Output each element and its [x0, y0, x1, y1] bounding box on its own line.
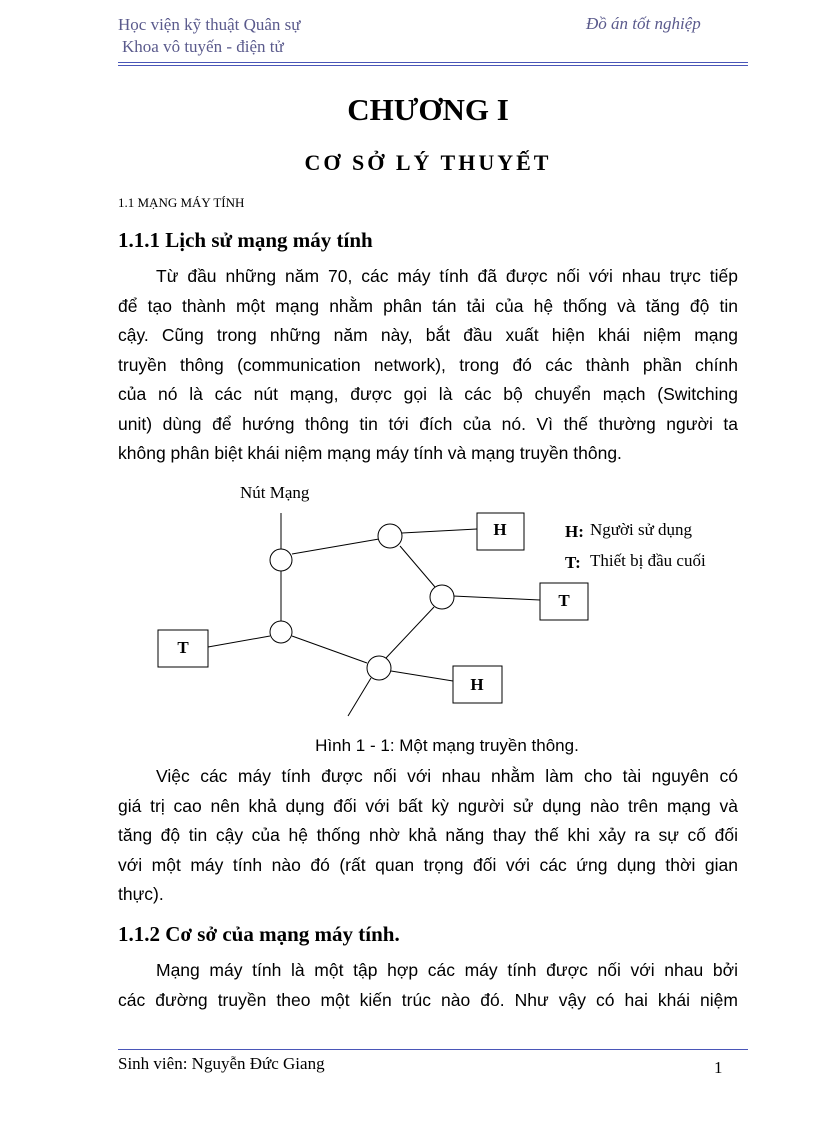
- link-line: [386, 607, 434, 658]
- paragraph-line: tăng độ tin cậy của hệ thống nhờ khả năng thay thế khi xảy ra sự cố đối: [118, 825, 738, 845]
- paragraph-line: để tạo thành một mạng nhằm phân tán tải của hệ thống và tăng độ tin: [118, 295, 738, 316]
- paragraph-line: giá trị cao nên khả dụng đối với bất kỳ người sử dụng nào trên mạng và: [118, 795, 738, 816]
- network-node: [270, 549, 292, 571]
- header-divider: [118, 62, 748, 63]
- user-box-label: H: [470, 675, 484, 694]
- paragraph-line: Mạng máy tính là một tập hợp các máy tính được nối với nhau bởi: [156, 960, 738, 980]
- network-node: [378, 524, 402, 548]
- paragraph-line: Việc các máy tính được nối với nhau nhằm làm cho tài nguyên có: [156, 766, 738, 786]
- page-number: 1: [714, 1058, 723, 1077]
- student-name: Sinh viên: Nguyễn Đức Giang: [118, 1054, 325, 1073]
- figure-caption: Hình 1 - 1: Một mạng truyền thông.: [315, 736, 579, 755]
- chapter-subtitle: CƠ SỞ LÝ THUYẾT: [304, 150, 552, 175]
- terminal-box-label: T: [177, 638, 189, 657]
- link-line: [453, 596, 540, 600]
- legend-h-key: H:: [565, 522, 584, 541]
- paragraph-line: Từ đầu những năm 70, các máy tính đã được nối với nhau trực tiếp: [156, 266, 738, 286]
- legend-t-text: Thiết bị đầu cuối: [590, 551, 706, 570]
- link-line: [348, 678, 371, 716]
- institute-name: Học viện kỹ thuật Quân sự: [118, 15, 301, 34]
- network-diagram: [150, 478, 750, 723]
- header-divider-secondary: [118, 65, 748, 66]
- paragraph-line: không phân biệt khái niệm mạng máy tính và mạng truyền thông.: [118, 443, 622, 463]
- paragraph-line: truyền thông (communication network), trong đó các thành phần chính: [118, 354, 738, 375]
- legend-h-text: Người sử dụng: [590, 520, 693, 539]
- paragraph-line: với một máy tính nào đó (rất quan trọng đối với các ứng dụng thời gian: [118, 854, 738, 875]
- link-line: [400, 546, 435, 587]
- subsection-2-title: 1.1.2 Cơ sở của mạng máy tính.: [118, 922, 400, 946]
- subsection-2-paragraph: [118, 956, 738, 1015]
- document-type: Đồ án tốt nghiệp: [586, 14, 701, 33]
- paragraph-2: [118, 762, 738, 910]
- network-node: [430, 585, 454, 609]
- user-box-label: H: [493, 520, 507, 539]
- footer-divider: [118, 1049, 748, 1050]
- paragraph-line: cậy. Cũng trong những năm này, bắt đầu xuất hiện khái niệm mạng: [118, 325, 738, 345]
- chapter-title: CHƯƠNG I: [347, 92, 509, 127]
- link-line: [402, 529, 477, 533]
- link-line: [292, 636, 367, 663]
- paragraph-line: các đường truyền theo một kiến trúc nào đó. Như vậy có hai khái niệm: [118, 989, 738, 1010]
- network-node: [367, 656, 391, 680]
- subsection-1-title: 1.1.1 Lịch sử mạng máy tính: [118, 228, 373, 252]
- paragraph-line: thực).: [118, 884, 164, 904]
- link-line: [292, 539, 379, 554]
- legend-t-key: T:: [565, 553, 581, 572]
- paragraph-line: của nó là các nút mạng, được gọi là các bộ chuyển mạch (Switching: [118, 384, 738, 404]
- subsection-1-paragraph: [118, 262, 738, 469]
- node-label: Nút Mạng: [240, 483, 310, 502]
- section-heading: 1.1 MẠNG MÁY TÍNH: [118, 195, 245, 210]
- paragraph-line: unit) dùng để hướng thông tin tới đích của nó. Vì thế thường người ta: [118, 413, 738, 434]
- network-node: [270, 621, 292, 643]
- faculty-name: Khoa vô tuyến - điện tử: [122, 37, 284, 56]
- link-line: [208, 636, 270, 647]
- header-left: [118, 14, 300, 58]
- terminal-box-label: T: [558, 591, 570, 610]
- link-line: [391, 671, 453, 681]
